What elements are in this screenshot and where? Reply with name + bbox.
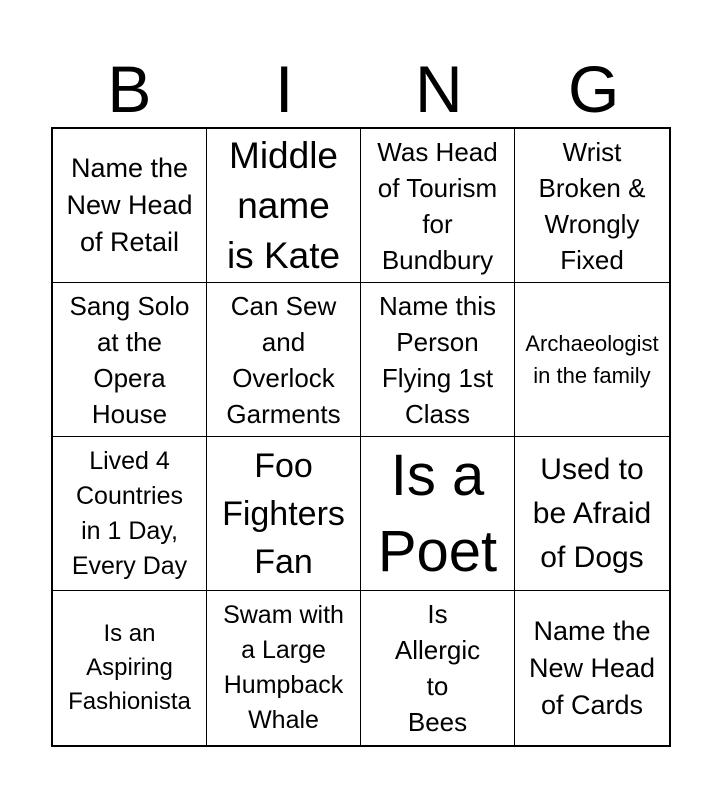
cell-text: Wrist Broken & Wrongly Fixed: [538, 136, 646, 275]
bingo-cell[interactable]: [361, 283, 515, 437]
bingo-cell[interactable]: [361, 129, 515, 283]
cell-text: Was Head of Tourism for Bundbury: [377, 136, 498, 275]
cell-text: Name this Person Flying 1st Class: [378, 290, 497, 429]
bingo-cell[interactable]: [207, 437, 361, 591]
cell-text: Swam with a Large Humpback Whale: [223, 601, 344, 734]
cell-text: Can Sew and Overlock Garments: [226, 290, 341, 429]
cell-text: Is a Poet: [377, 442, 498, 584]
cell-text: Name the New Head of Cards: [528, 615, 656, 720]
cell-text: Used to be Afraid of Dogs: [532, 452, 652, 574]
bingo-cell[interactable]: [515, 129, 669, 283]
bingo-cell[interactable]: [53, 437, 207, 591]
header-letter-g: G: [567, 52, 620, 126]
cell-text: Archaeologist in the family: [525, 330, 659, 388]
bingo-cell[interactable]: [515, 437, 669, 591]
bingo-cell[interactable]: [207, 129, 361, 283]
bingo-cell[interactable]: [361, 591, 515, 745]
cell-text: Middle name is Kate: [226, 134, 341, 276]
cell-text: Is an Aspiring Fashionista: [68, 620, 191, 715]
cell-text: Lived 4 Countries in 1 Day, Every Day: [71, 446, 188, 580]
bingo-cell[interactable]: [361, 437, 515, 591]
header-letter-n: N: [415, 52, 463, 126]
header-letter-i: I: [274, 52, 294, 126]
cell-text: Is Allergic to Bees: [394, 599, 481, 737]
header-letter-b: B: [107, 52, 152, 126]
bingo-cell[interactable]: [207, 591, 361, 745]
bingo-cell[interactable]: [53, 591, 207, 745]
bingo-cell[interactable]: [53, 283, 207, 437]
bingo-cell[interactable]: [53, 129, 207, 283]
bingo-header: [52, 52, 671, 126]
bingo-cell[interactable]: [207, 283, 361, 437]
cell-text: Sang Solo at the Opera House: [69, 290, 190, 429]
bingo-board: [51, 127, 671, 747]
cell-text: Foo Fighters Fan: [222, 446, 345, 581]
bingo-cell[interactable]: [515, 591, 669, 745]
cell-text: Name the New Head of Retail: [66, 153, 193, 257]
bingo-cell[interactable]: [515, 283, 669, 437]
